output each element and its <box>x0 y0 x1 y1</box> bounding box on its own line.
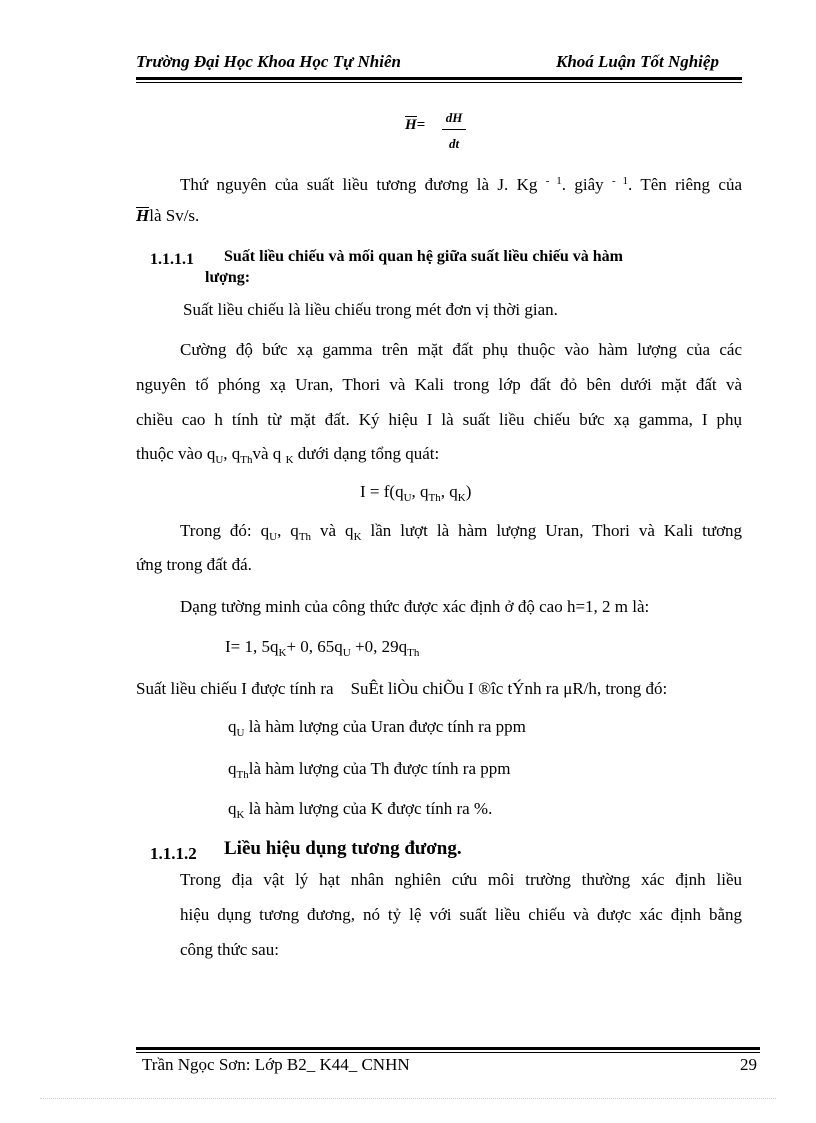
footer-author: Trần Ngọc Sơn: Lớp B2_ K44_ CNHN <box>142 1055 410 1074</box>
para6-line3: công thức sau: <box>180 940 279 959</box>
footer-rule-thin <box>136 1052 760 1053</box>
section2-title: Liều hiệu dụng tương đương. <box>224 838 462 859</box>
formula-eq: = <box>416 117 426 133</box>
formula-lhs: H <box>405 117 417 133</box>
section-number: 1.1.1.1 <box>150 251 194 268</box>
header-school: Trường Đại Học Khoa Học Tự Nhiên <box>136 52 401 71</box>
formula-explicit: I= 1, $5q_K+ 0$, $65q_U +0$, $29q_{Th}$ <box>225 637 420 659</box>
header-thesis: Khoá Luận Tốt Nghiệp <box>556 52 719 71</box>
section2-number: 1.1.1.2 <box>150 844 197 863</box>
section-title-line1: Suất liều chiếu và mối quan hệ giữa suất liều chiếu và hàm <box>224 248 623 265</box>
para3-line2: ứng trong đất đá. <box>136 555 252 574</box>
para6-line2: hiệu dụng tương đương, nó tỷ lệ với suất liều chiếu và được xác định bằng <box>180 905 742 924</box>
def-uranium: $q_U$ là hàm lượng của Uran được tính ra ppm <box>228 717 526 739</box>
para2-line2: nguyên tố phóng xạ Uran, Thori và Kali trong lớp đất đỏ bên dưới mặt đất và <box>136 375 742 394</box>
para2-line3: chiều cao h tính từ mặt đất. Ký hiệu I là suất liều chiếu bức xạ gamma, I phụ <box>136 410 742 429</box>
def-thorium: $q_{Th}là$ hàm lượng của Th được tính ra ppm <box>228 759 511 781</box>
para1-line2: Hlà Sv/s. <box>136 206 200 225</box>
para5: Suất liều chiếu I được tính ra SuÊt liÒu chiÕu I ®îc tÝnh ra μR/h, trong đó: <box>136 679 668 698</box>
para2-line4: thuộc vào $q_U$, $q_{Th}và$ q $_K$ dưới dạng tổng quát: <box>136 444 440 466</box>
footer-rule-thick <box>136 1047 760 1050</box>
definition-line: Suất liều chiếu là liều chiếu trong mét đơn vị thời gian. <box>183 300 558 319</box>
para2-line1: Cường độ bức xạ gamma trên mặt đất phụ thuộc vào hàm lượng của các <box>180 340 742 359</box>
formula-fraction <box>442 110 466 152</box>
para6-line1: Trong địa vật lý hạt nhân nghiên cứu môi trường thường xác định liều <box>180 870 742 889</box>
header-rule-thick <box>136 77 742 80</box>
formula-general: $I = f(q_U$, $q_{Th}$, $q_K$) <box>360 482 472 504</box>
section-title-line2: lượng: <box>205 269 251 286</box>
page-number: 29 <box>740 1055 757 1074</box>
para1-line1: Thứ nguyên của suất liều tương đương là J. Kg $^{- 1}$. giây $^{- 1}$. Tên riêng của <box>180 175 743 194</box>
para3-line1: Trong đó: $q_U$, $q_{Th}$ và $q_K$ lần lượt là hàm lượng Uran, Thori và Kali tương <box>180 521 743 543</box>
formula-dose-rate <box>405 116 425 134</box>
header-rule-thin <box>136 82 742 83</box>
para4: Dạng tường minh của công thức được xác định ở độ cao h=1, 2 m là: <box>180 597 650 616</box>
fraction-numerator: dH <box>442 110 466 130</box>
page-bottom-divider <box>40 1098 776 1099</box>
fraction-denominator: dt <box>448 136 460 151</box>
def-potassium: $q_K$ là hàm lượng của K được tính ra %. <box>228 799 493 821</box>
